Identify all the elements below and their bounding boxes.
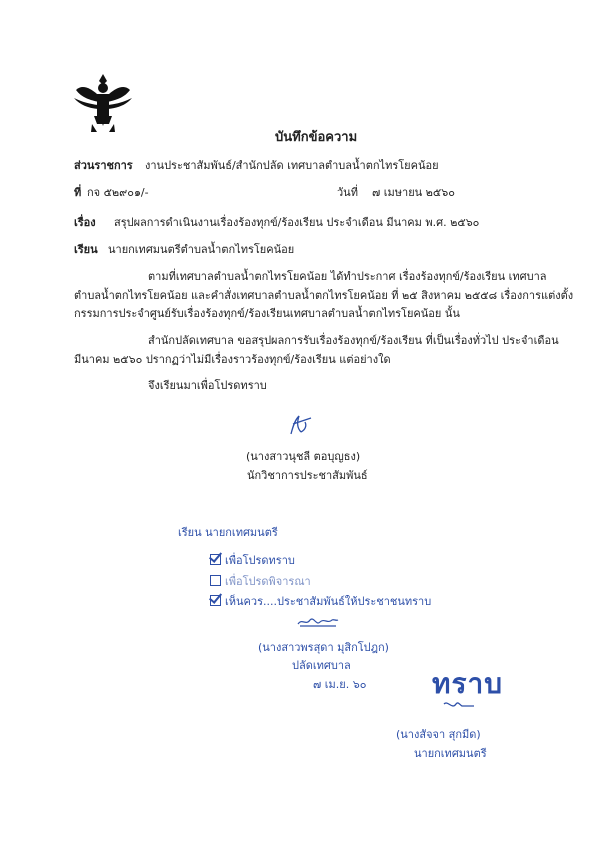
ack-stamp: ทราบ [432, 667, 503, 700]
para2-line1: สำนักปลัดเทศบาล ขอสรุปผลการรับเรื่องร้องทุกข์/ร้องเรียน ที่เป็นเรื่องทั่วไป ประจำเดือน [148, 334, 559, 347]
subject-label: เรื่อง [74, 216, 96, 229]
dept-label: ส่วนราชการ [74, 159, 133, 172]
signer3-position: นายกเทศมนตรี [414, 747, 487, 760]
para1-line2: ตำบลน้ำตกไทรโยคน้อย และคำสั่งเทศบาลตำบลน้ำตกไทรโยคน้อย ที่ ๒๕ สิงหาคม ๒๕๕๘ เรื่องการแต่งตั้ง [74, 289, 574, 302]
signer2-name: (นางสาวพรสุดา มุสิกโปฎก) [258, 641, 389, 654]
para1-line3: กรรมการประจำศูนย์รับเรื่องร้องทุกข์/ร้องเรียนเทศบาลตำบลน้ำตกไทรโยคน้อย นั้น [74, 307, 460, 320]
to-label: เรียน [74, 243, 98, 256]
option-acknowledge [210, 551, 295, 569]
closing-text: จึงเรียนมาเพื่อโปรดทราบ [148, 379, 267, 392]
memo-title: บันทึกข้อความ [275, 130, 358, 145]
subject-value: สรุปผลการดำเนินงานเรื่องร้องทุกข์/ร้องเรียน ประจำเดือน มีนาคม พ.ศ. ๒๕๖๐ [114, 216, 480, 229]
checkbox-checked-icon [210, 554, 221, 565]
signature-3 [440, 696, 476, 720]
ref-value: กจ ๕๒๙๐๑/- [87, 186, 149, 199]
ref-label: ที่ [74, 186, 82, 199]
checkbox-empty-icon [210, 575, 221, 586]
signer2-position: ปลัดเทศบาล [292, 659, 351, 672]
option-consider-label: เพื่อโปรดพิจารณา [225, 575, 311, 588]
para1-line1: ตามที่เทศบาลตำบลน้ำตกไทรโยคน้อย ได้ทำประกาศ เรื่องร้องทุกข์/ร้องเรียน เทศบาล [148, 270, 547, 283]
signer1-position: นักวิชาการประชาสัมพันธ์ [247, 469, 368, 482]
para2-line2: มีนาคม ๒๕๖๐ ปรากฏว่าไม่มีเรื่องราวร้องทุกข์/ร้องเรียน แต่อย่างใด [74, 353, 391, 366]
garuda-emblem-icon [72, 72, 134, 138]
option-consider [210, 572, 311, 590]
signer3-name: (นางสัจจา สุกมีด) [396, 728, 481, 741]
dept-value: งานประชาสัมพันธ์/สำนักปลัด เทศบาลตำบลน้ำตกไทรโยคน้อย [145, 159, 439, 172]
option-recommend [210, 592, 431, 610]
option-acknowledge-label: เพื่อโปรดทราบ [225, 554, 295, 567]
option-recommend-label: เห็นควร....ประชาสัมพันธ์ให้ประชาชนทราบ [225, 595, 432, 608]
signer2-date: ๗ เม.ย. ๖๐ [313, 678, 367, 691]
date-label: วันที่ [337, 186, 358, 199]
signature-2 [296, 614, 340, 634]
note-to: เรียน นายกเทศมนตรี [178, 526, 278, 539]
to-value: นายกเทศมนตรีตำบลน้ำตกไทรโยคน้อย [108, 243, 295, 256]
signer1-name: (นางสาวนุชลี ตอบุญธง) [246, 450, 361, 463]
checkbox-checked-icon [210, 595, 221, 606]
date-value: ๗ เมษายน ๒๕๖๐ [372, 186, 455, 199]
signature-1 [285, 412, 315, 442]
